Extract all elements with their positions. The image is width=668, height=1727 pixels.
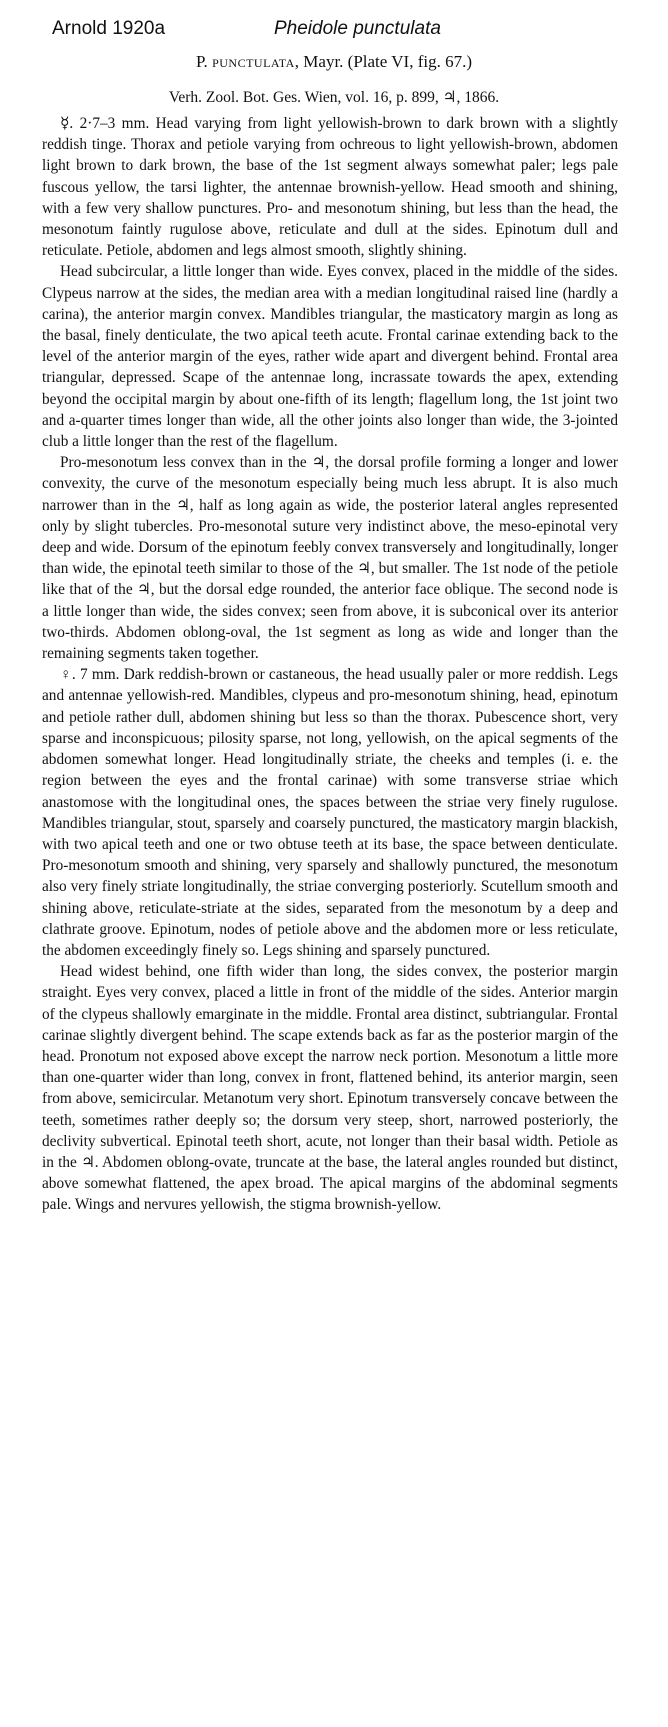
paragraph-female-head: Head widest behind, one fifth wider than long, the sides convex, the posterior margin straight. Eyes very convex, placed a little in front of the middle of the sides. Anterior margin of the clypeus shallowly emarginate in the middle. Frontal area distinct, subtriangular. Frontal carinae slightly divergent behind. The scape extends back as far as the posterior margin of the head. Pronotum not exposed above except the narrow neck portion. Mesonotum a little more than one-quarter wider than long, convex in front, flattened behind, its anterior margin, seen from above, semicircular. Metanotum very short. Epinotum transversely concave between the teeth, sometimes rather deeply so; the dorsum very steep, short, narrowed posteriorly, the declivity subvertical. Epinotal teeth short, acute, not longer than their basal width. Petiole as in the ♃. Abdomen oblong-ovate, truncate at the base, the lateral angles rounded but distinct, above somewhat flattened, the apex broad. The apical margins of the abdominal segments pale. Wings and nervures yellowish, the stigma brownish-yellow.	[42, 963, 618, 1214]
paragraph-worker-head: Head subcircular, a little longer than wide. Eyes convex, placed in the middle of the sides. Clypeus narrow at the sides, the median area with a median longitudinal raised line (hardly a carina), the anterior margin convex. Mandibles triangular, the masticatory margin as long as the basal, finely denticulate, the two apical teeth acute. Frontal carinae extending back to the level of the anterior margin of the eyes, rather wide apart and divergent behind. Frontal area triangular, depressed. Scape of the antennae long, incrassate towards the apex, extending beyond the occipital margin by about one-fifth of its length; flagellum long, the 1st joint two and a-quarter times longer than wide, all the other joints also longer than wide, the 3-jointed club a little longer than the rest of the flagellum.	[42, 263, 618, 451]
genus-abbreviation: P.	[195, 52, 208, 71]
author-year: Arnold 1920a	[52, 18, 166, 39]
description-body	[42, 113, 618, 1216]
paragraph-worker-thorax: Pro-mesonotum less convex than in the ♃, the dorsal profile forming a longer and lower convexity, the curve of the mesonotum especially being much less abrupt. It is also much narrower than in the ♃, half as long again as wide, the posterior lateral angles represented only by slight tubercles. Pro-mesonotal suture very indistinct above, the meso-epinotal very deep and wide. Dorsum of the epinotum feebly convex transversely and longitudinally, longer than wide, the epinotal teeth similar to those of the ♃, but smaller. The 1st node of the petiole like that of the ♃, but the dorsal edge rounded, the anterior face oblique. The second node is a little longer than wide, the sides convex; seen from above, it is subconical over its anterior two-thirds. Abdomen oblong-oval, the 1st segment as long as wide and longer than the remaining segments taken together.	[42, 454, 618, 663]
citation: Verh. Zool. Bot. Ges. Wien, vol. 16, p. 899, ♃, 1866.	[168, 89, 500, 106]
paragraph-worker-colour: ☿. 2·7–3 mm. Head varying from light yellowish-brown to dark brown with a slightly reddish tinge. Thorax and petiole varying from ochreous to light yellowish-brown, abdomen light brown to dark brown, the base of the 1st segment always somewhat paler; legs pale fuscous yellow, the tarsi lighter, the antennae brownish-yellow. Head smooth and shining, with a few very shallow punctures. Pro- and mesonotum shining, but less than the head, the mesonotum faintly rugulose above, reticulate and dull at the sides. Epinotum dull and reticulate. Petiole, abdomen and legs almost smooth, slightly shining.	[42, 115, 618, 260]
paragraph-female-colour: ♀. 7 mm. Dark reddish-brown or castaneous, the head usually paler or more reddish. Legs and antennae yellowish-red. Mandibles, clypeus and pro-mesonotum shining, head, epinotum and petiole rather dull, abdomen shining but less so than the thorax. Pubescence short, very sparse and inconspicuous; pilosity sparse, not long, yellowish, on the apical segments of the abdomen somewhat longer. Head longitudinally striate, the cheeks and temples (i. e. the region between the eyes and the frontal carinae) with some transverse striae which anastomose with the longitudinal ones, the spaces between the striae very finely rugulose. Mandibles triangular, stout, sparsely and coarsely punctured, the masticatory margin blackish, with two apical teeth and one or two obtuse teeth at its base, the space between denticulate. Pro-mesonotum smooth and shining, very sparsely and shallowly punctured, the mesonotum also very finely striate longitudinally, the striae converging posteriorly. Scutellum smooth and shining above, reticulate-striate at the sides, separated from the mesonotum by a deep and clathrate groove. Epinotum, nodes of petiole above and the abdomen more or less reticulate, the abdomen exceedingly finely so. Legs shining and sparsely punctured.	[42, 666, 618, 959]
species-epithet: punctulata	[212, 52, 295, 71]
species-name: Pheidole punctulata	[274, 18, 441, 39]
heading-authority: , Mayr. (Plate VI, fig. 67.)	[294, 52, 472, 71]
species-heading	[0, 52, 668, 72]
